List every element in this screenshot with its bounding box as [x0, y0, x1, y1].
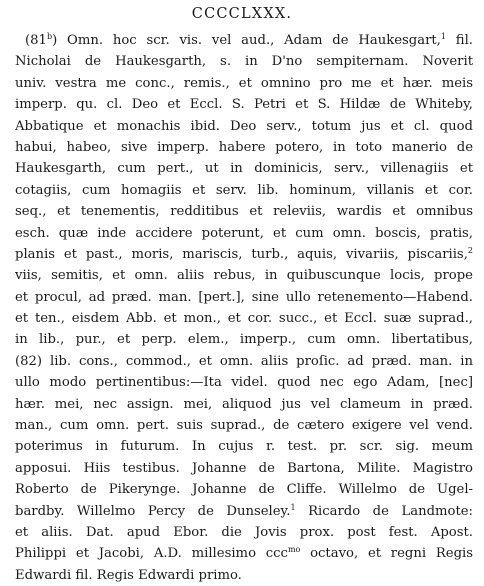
text-run: imperp. qu. cl. Deo et Eccl. S. Petri et S. Hildæ de Whiteby,: [15, 97, 473, 113]
text-run: Edwardi fil. Regis Edwardi primo.: [15, 567, 242, 583]
text-line: [15, 479, 473, 500]
text-run: univ. vestra me conc., remis., et omnino pro me et hær. meis: [15, 75, 473, 91]
text-run: habui, habeo, sive imperp. habere potero, in toto manerio de: [15, 139, 473, 155]
text-line: [15, 394, 473, 415]
text-run: Nicholai de Haukesgarth, s. in D'no sempiternam. Noverit: [15, 54, 473, 70]
text-run: Abbatique et monachis ibid. Deo serv., totum jus et cl. quod: [15, 118, 473, 134]
text-line: [15, 244, 473, 265]
text-run: fil.: [445, 33, 473, 48]
text-run: ) Omn. hoc scr. vis. vel aud., Adam de Haukesgart,: [52, 33, 441, 48]
text-line: [15, 308, 473, 329]
text-line: [15, 94, 473, 115]
footnote-marker: 2: [467, 245, 473, 255]
footnote-marker: 1: [290, 502, 296, 512]
text-run: et ten., eisdem Abb. et mon., et cor. succ., et Eccl. suæ suprad.,: [15, 311, 473, 327]
footnote-marker: mo: [287, 545, 301, 555]
text-line: [15, 351, 473, 372]
text-run: cotagiis, cum homagiis et serv. lib. hominum, villanis et cor.: [15, 182, 473, 198]
text-run: et aliis. Dat. apud Ebor. die Jovis prox. post fest. Apost.: [15, 524, 473, 540]
text-line: [15, 543, 473, 564]
text-line: [15, 329, 473, 350]
text-line: [15, 522, 473, 543]
text-line: [15, 137, 473, 158]
text-line: [15, 116, 473, 137]
text-line: [15, 265, 473, 286]
text-run: man., cum omn. pert. suis suprad., de cætero exigere vel vend.: [15, 418, 473, 434]
text-run: Philippi et Jacobi, A.D. millesimo ccc: [15, 546, 288, 562]
text-line: [15, 436, 473, 457]
footnote-marker: 1: [440, 32, 446, 41]
text-run: Roberto de Pikerynge. Johanne de Cliffe. Willelmo de Ugel-: [15, 482, 473, 498]
text-run: esch. quæ inde accidere poterunt, et cum omn. boscis, pratis,: [15, 225, 473, 241]
text-line: [15, 287, 473, 308]
text-line: [15, 565, 473, 586]
text-line: [15, 158, 473, 179]
text-run: planis et past., moris, mariscis, turb., aquis, vivariis, piscariis,: [15, 246, 468, 262]
text-run: ullo modo pertinentibus:—Ita videl. quod nec ego Adam, [nec]: [15, 375, 473, 391]
text-run: poterimus in futurum. In cujus r. test. pr. scr. sig. meum: [15, 439, 473, 455]
text-line: [15, 73, 473, 94]
footnote-marker: b: [46, 32, 53, 41]
text-run: apposui. Hiis testibus. Johanne de Bartona, Milite. Magistro: [15, 460, 473, 476]
text-line: [15, 415, 473, 436]
text-run: octavo, et regni Regis: [300, 546, 473, 562]
text-run: hær. mei, nec assign. mei, aliquod jus vel clameum in præd.: [15, 396, 473, 412]
text-run: (82) lib. cons., commod., et omn. aliis proſic. ad præd. man. in: [15, 353, 473, 369]
text-run: viis, semitis, et omn. aliis rebus, in quibuscunque locis, prope: [15, 268, 473, 284]
text-run: (81: [25, 33, 47, 48]
text-line: [15, 180, 473, 201]
text-run: et procul, ad præd. man. [pert.], sine ullo retenemento—Habend.: [15, 289, 473, 305]
text-run: bardby. Willelmo Percy de Dunseley.: [15, 503, 291, 519]
text-line: [15, 223, 473, 244]
text-run: in lib., pur., et perp. elem., imperp., cum omn. libertatibus,: [15, 332, 473, 348]
text-line: [15, 458, 473, 479]
charter-number-heading: CCCCLXXX.: [191, 6, 293, 22]
text-line: [15, 51, 473, 72]
text-line: [15, 201, 473, 222]
text-line: [15, 372, 473, 393]
text-run: Ricardo de Landmote:: [295, 503, 473, 519]
text-run: seq., et tenementis, redditibus et releviis, wardis et omnibus: [15, 204, 473, 220]
text-run: Haukesgarth, cum pert., ut in dominicis, serv., villenagiis et: [15, 161, 473, 177]
text-line: [15, 501, 473, 522]
charter-text: [15, 30, 473, 586]
text-line: [15, 30, 473, 51]
